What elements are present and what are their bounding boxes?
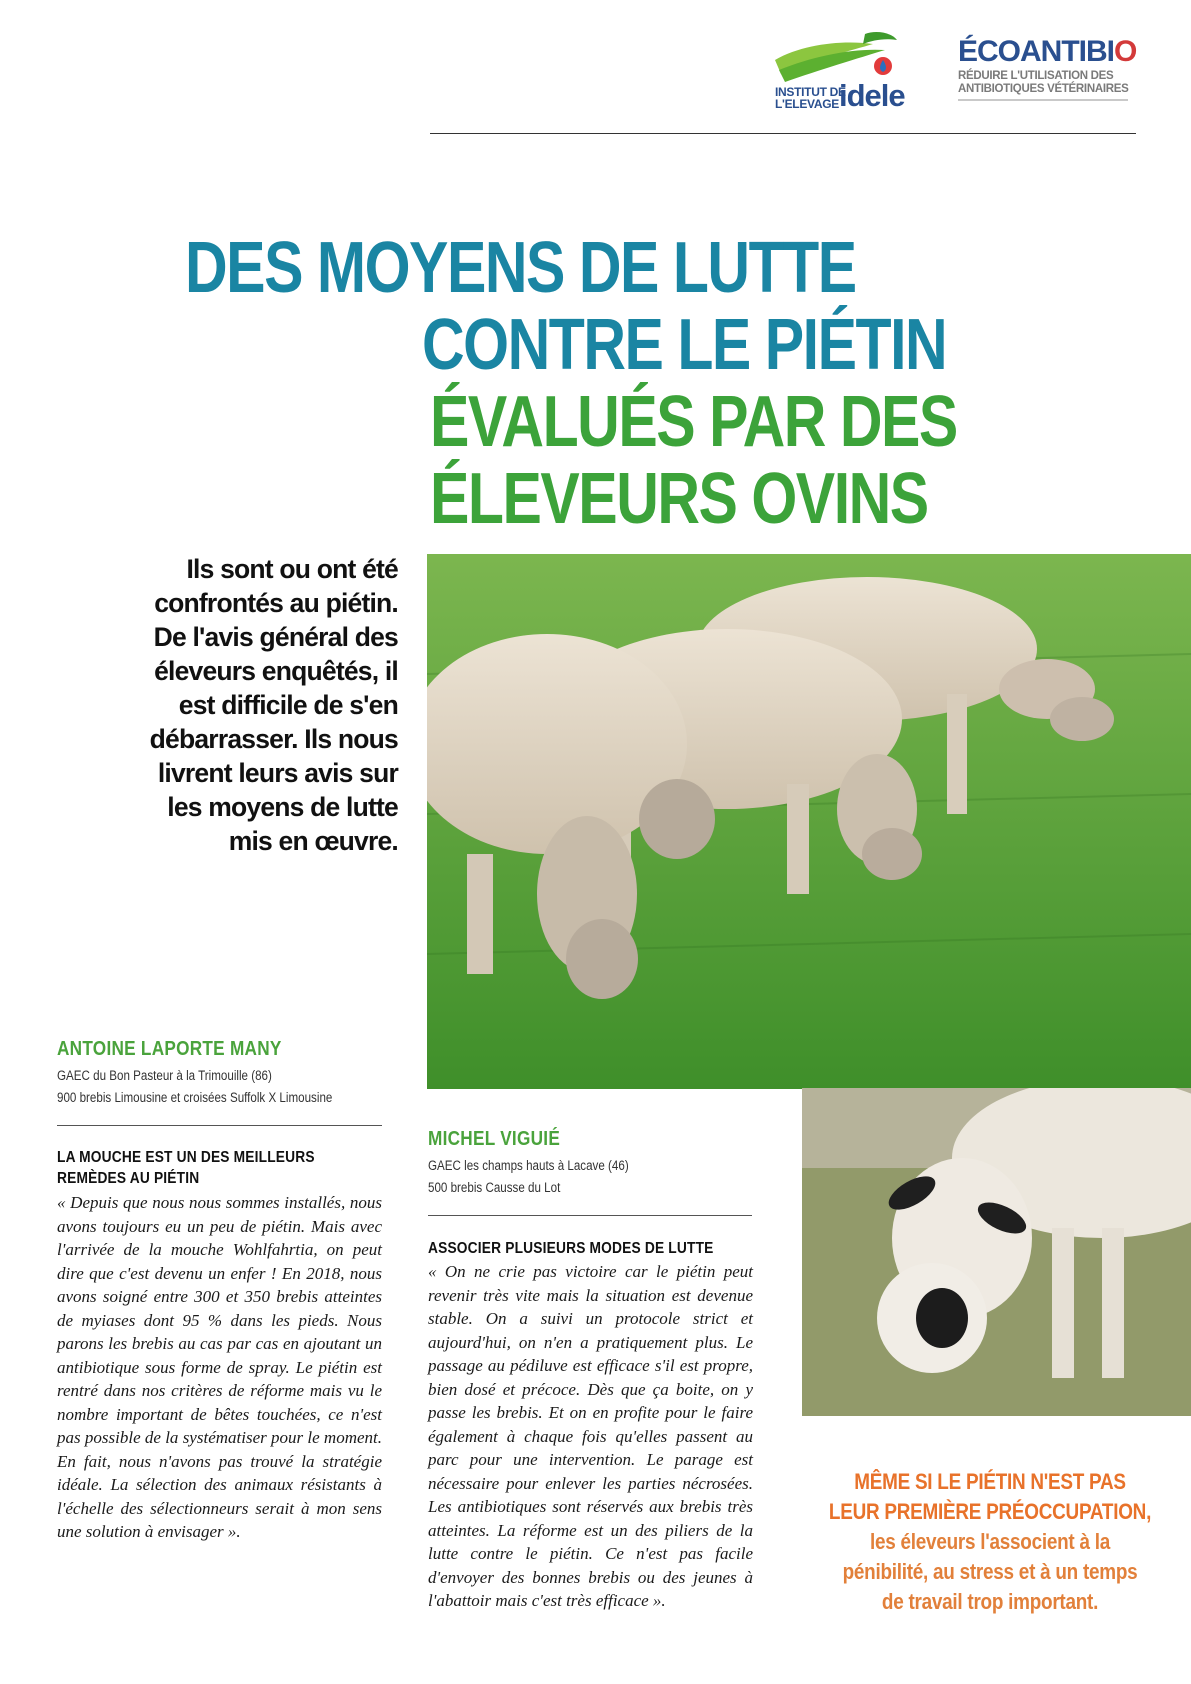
idele-line2: L'ELEVAGE xyxy=(775,97,839,111)
sheep-close-up-photo xyxy=(802,1088,1191,1416)
ecoantibio-title xyxy=(958,35,1137,68)
ecoantibio-subtitle-1: RÉDUIRE L'UTILISATION DES xyxy=(958,70,1114,82)
title-line-3: ÉVALUÉS PAR DES xyxy=(430,382,957,462)
intro-text: Ils sont ou ont été confrontés au piétin. De l'avis général des éleveurs enquêtés, il est difficile de s'en débarrasser. Ils nous livrent leurs avis sur les moyens de lutte mis en œuvre. xyxy=(149,554,398,856)
idele-logo xyxy=(773,30,905,114)
title-line-1: DES MOYENS DE LUTTE xyxy=(185,228,856,308)
sheep-grazing-illustration xyxy=(427,554,1191,1089)
farmer2-name: MICHEL VIGUIÉ xyxy=(428,1128,561,1150)
callout-line-4: pénibilité, au stress et à un temps xyxy=(842,1559,1138,1584)
sheep-close-up-illustration xyxy=(802,1088,1191,1416)
callout-quote xyxy=(790,1467,1190,1617)
idele-institute-text xyxy=(775,86,846,110)
farmer1-farm: GAEC du Bon Pasteur à la Trimouille (86) xyxy=(57,1068,272,1083)
farmer2-divider xyxy=(428,1215,752,1216)
farmer1-quote: « Depuis que nous nous sommes installés, nous avons toujours eu un peu de piétin. Mais avec l'arrivée de la mouche Wohlfahrtia, on peut dire que c'est devenu un enfer ! En 2018, nous avons soigné entre 300 et 350 brebis atteintes de myiases dont 95 % dans les pieds. Nous parons les brebis au cas par cas en ajoutant un antibiotique sous forme de spray. Le piétin est rentré dans nos critères de réforme mais vu le nombre important de bêtes touchées, ce n'est pas possible de la systématiser pour le moment. En fait, nous n'avons pas trouvé la stratégie idéale. La sélection des animaux résistants à l'échelle des sélectionneurs serait à mon sens une solution à envisager ». xyxy=(57,1193,382,1541)
idele-wordmark: idele xyxy=(839,78,905,113)
farmer1-heading-line2: REMÈDES AU PIÉTIN xyxy=(57,1170,200,1187)
callout-line-1: MÊME SI LE PIÉTIN N'EST PAS xyxy=(854,1469,1126,1494)
callout-line-2: LEUR PREMIÈRE PRÉOCCUPATION, xyxy=(828,1499,1152,1524)
ecoantibio-underline xyxy=(958,99,1128,101)
title-line-4: ÉLEVEURS OVINS xyxy=(430,459,928,539)
ecoantibio-title-main: ÉCOANTIBI xyxy=(958,35,1114,68)
ecoantibio-subtitle-2: ANTIBIOTIQUES VÉTÉRINAIRES xyxy=(958,83,1129,95)
farmer1-divider xyxy=(57,1125,382,1126)
farmer2-farm: GAEC les champs hauts à Lacave (46) xyxy=(428,1158,629,1173)
ecoantibio-title-o: O xyxy=(1114,35,1137,68)
farmer2-heading: ASSOCIER PLUSIEURS MODES DE LUTTE xyxy=(428,1240,714,1257)
idele-line1: INSTITUT DE xyxy=(775,85,846,99)
farmer2-quote: « On ne crie pas victoire car le piétin peut revenir très vite mais la situation est devenue stable. On a suivi un protocole strict et aujourd'hui, on n'en a pratiquement plus. Le passage au pédiluve est efficace s'il est propre, bien dosé et précoce. Dès que ça boite, on y passe les brebis. Et on en profite pour le faire également à chaque fois qu'elles passent au parc pour une intervention. Le parage est nécessaire pour enlever les parties nécrosées. Les antibiotiques sont réservés aux brebis très atteintes. La réforme est un des piliers de la lutte contre le piétin. Ce n'est pas facile d'envoyer des bonnes brebis ou des jeunes à l'abattoir mais c'est très efficace ». xyxy=(428,1262,753,1610)
callout-line-3: les éleveurs l'associent à la xyxy=(870,1529,1110,1554)
ecoantibio-logo xyxy=(958,35,1137,108)
title-line-2: CONTRE LE PIÉTIN xyxy=(422,305,947,385)
farmer1-heading-line1: LA MOUCHE EST UN DES MEILLEURS xyxy=(57,1149,315,1166)
sheep-grazing-photo xyxy=(427,554,1191,1089)
callout-line-5: de travail trop important. xyxy=(881,1589,1099,1614)
header-rule xyxy=(430,133,1136,134)
farmer1-herd: 900 brebis Limousine et croisées Suffolk X Limousine xyxy=(57,1090,333,1105)
farmer1-name: ANTOINE LAPORTE MANY xyxy=(57,1038,282,1060)
farmer2-herd: 500 brebis Causse du Lot xyxy=(428,1180,561,1195)
